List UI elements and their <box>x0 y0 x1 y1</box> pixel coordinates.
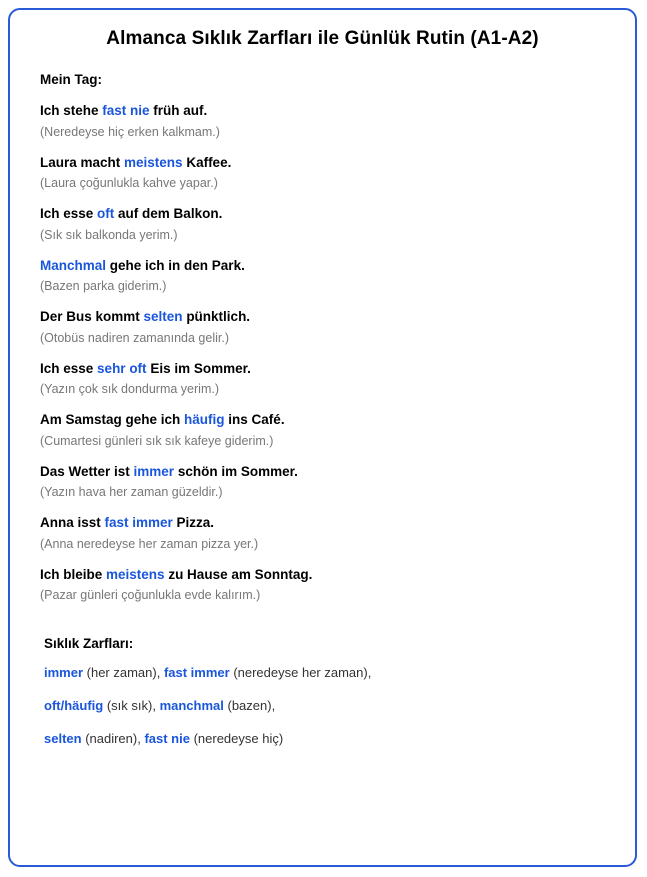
sentence-entry <box>40 206 609 244</box>
frequency-adverb: selten <box>143 309 183 324</box>
sentence-suffix: Kaffee. <box>182 154 232 170</box>
sentence-entry <box>40 258 609 296</box>
summary-adverb: manchmal <box>159 697 224 713</box>
summary-gloss: (neredeyse her zaman), <box>229 665 372 680</box>
document-content <box>10 72 635 748</box>
frequency-adverb: fast immer <box>104 515 173 530</box>
summary-line <box>44 731 609 748</box>
sentence-translation: (Anna neredeyse her zaman pizza yer.) <box>40 536 259 551</box>
frequency-adverb: Manchmal <box>40 257 107 273</box>
summary-adverb: fast nie <box>144 730 190 746</box>
frequency-adverb: sehr oft <box>97 360 147 376</box>
sentence-german <box>40 206 609 223</box>
sentence-entry <box>40 309 609 347</box>
sentence-prefix: Ich esse <box>40 360 98 376</box>
frequency-adverb: fast nie <box>102 103 150 118</box>
sentence-translation: (Sık sık balkonda yerim.) <box>40 227 178 242</box>
sentence-suffix: Pizza. <box>172 515 215 530</box>
summary-gloss: (her zaman), <box>83 665 164 680</box>
sentence-suffix: auf dem Balkon. <box>114 206 223 221</box>
sentence-suffix: ins Café. <box>224 412 285 427</box>
sentence-translation: (Yazın hava her zaman güzeldir.) <box>40 485 223 500</box>
frequency-adverb: oft <box>97 206 115 221</box>
sentence-prefix: Anna isst <box>40 515 105 530</box>
sentence-german <box>40 258 609 275</box>
sentence-prefix: Ich esse <box>40 206 98 221</box>
sentence-german <box>40 309 609 326</box>
section-label: Mein Tag: <box>40 72 102 87</box>
summary-gloss: (bazen), <box>223 697 276 713</box>
sentence-suffix: Eis im Sommer. <box>146 360 251 376</box>
sentence-entry <box>40 412 609 450</box>
sentence-translation: (Pazar günleri çoğunlukla evde kalırım.) <box>40 588 261 603</box>
frequency-adverb: immer <box>133 463 175 479</box>
sentence-prefix: Am Samstag gehe ich <box>40 412 185 427</box>
summary-gloss: (sık sık), <box>103 697 160 713</box>
sentence-prefix: Ich stehe <box>40 103 103 118</box>
sentence-entry <box>40 103 609 141</box>
sentence-suffix: früh auf. <box>149 103 208 118</box>
sentence-translation: (Yazın çok sık dondurma yerim.) <box>40 382 219 397</box>
summary-title: Sıklık Zarfları: <box>44 636 134 651</box>
sentence-translation: (Neredeyse hiç erken kalkmam.) <box>40 124 220 139</box>
summary-line <box>44 698 609 715</box>
sentence-german <box>40 567 609 584</box>
sentence-german <box>40 515 609 532</box>
summary-adverb: fast immer <box>163 665 230 680</box>
spacer <box>40 618 609 636</box>
sentence-german <box>40 464 609 481</box>
sentence-translation: (Otobüs nadiren zamanında gelir.) <box>40 330 229 345</box>
summary-adverb: immer <box>44 665 84 680</box>
sentence-translation: (Cumartesi günleri sık sık kafeye giderim.) <box>40 433 274 448</box>
sentence-prefix: Laura macht <box>40 154 125 170</box>
sentence-german <box>40 412 609 429</box>
summary-line <box>44 665 609 682</box>
sentence-entry <box>40 515 609 553</box>
summary-adverb: oft/häufig <box>44 697 104 713</box>
sentence-entry <box>40 567 609 605</box>
sentence-entry <box>40 361 609 399</box>
sentence-suffix: pünktlich. <box>182 309 251 324</box>
sentence-entry <box>40 464 609 502</box>
sentence-suffix: schön im Sommer. <box>174 463 298 479</box>
sentence-german <box>40 103 609 120</box>
sentence-translation: (Bazen parka giderim.) <box>40 279 167 294</box>
frequency-adverb: häufig <box>184 412 225 427</box>
sentence-entry <box>40 155 609 193</box>
sentence-german <box>40 155 609 172</box>
sentence-prefix: Der Bus kommt <box>40 309 144 324</box>
document-card <box>8 8 637 867</box>
sentence-suffix: zu Hause am Sonntag. <box>164 566 313 582</box>
page-title: Almanca Sıklık Zarfları ile Günlük Rutin (A1-A2) <box>106 28 539 49</box>
sentence-suffix: gehe ich in den Park. <box>106 257 245 273</box>
sentence-translation: (Laura çoğunlukla kahve yapar.) <box>40 176 218 191</box>
summary-gloss: (neredeyse hiç) <box>189 730 284 746</box>
sentence-prefix: Das Wetter ist <box>40 463 134 479</box>
summary-adverb: selten <box>44 730 82 746</box>
frequency-adverb: meistens <box>124 154 183 170</box>
sentence-prefix: Ich bleibe <box>40 566 107 582</box>
summary-gloss: (nadiren), <box>81 730 145 746</box>
frequency-adverb: meistens <box>106 566 165 582</box>
sentence-german <box>40 361 609 378</box>
